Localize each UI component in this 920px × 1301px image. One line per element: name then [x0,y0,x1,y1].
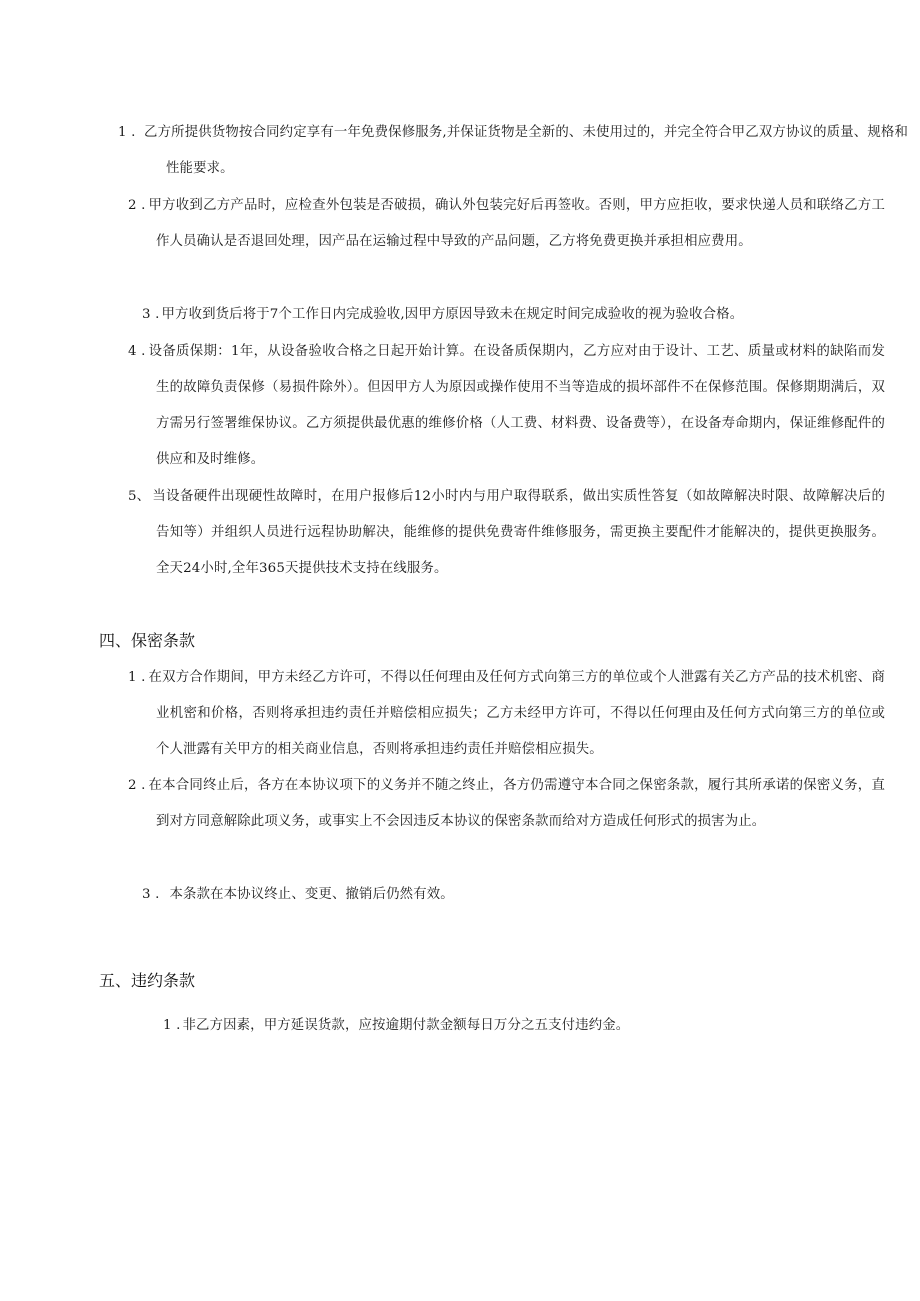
confidentiality-item-1 [128,660,885,768]
breach-item-1 [163,1008,883,1044]
warranty-item-3 [142,297,887,333]
warranty-item-4 [128,334,885,478]
item-text: 设备质保期：1年，从设备验收合格之日起开始计算。在设备质保期内，乙方应对由于设计、工艺、质量或材料的缺陷而发生的故障负责保修（易损件除外）。但因甲方人为原因或操作使用不当等造成的损坏部件不在保修范围。保修期期满后，双方需另行签署维保协议。乙方须提供最优惠的维修价格（人工费、材料费、设备费等），在设备寿命期内，保证维修配件的供应和及时维修。 [148,344,885,467]
item-number: 3 . [142,887,160,902]
confidentiality-item-3 [142,877,882,913]
item-text: 甲方收到货后将于7个工作日内完成验收,因甲方原因导致未在规定时间完成验收的视为验收合格。 [161,307,744,322]
item-text: 甲方收到乙方产品时，应检查外包装是否破损，确认外包装完好后再签收。否则，甲方应拒收，要求快递人员和联络乙方工作人员确认是否退回处理，因产品在运输过程中导致的产品问题，乙方将免费更换并承担相应费用。 [148,198,885,249]
warranty-item-1: 1 . 乙方所提供货物按合同约定享有一年免费保修服务,并保证货物是全新的、未使用过的，并完全符合甲乙双方协议的质量、规格和性能要求。 [118,125,908,176]
item-number: 2 . [128,778,146,793]
item-text: 本条款在本协议终止、变更、撤销后仍然有效。 [169,887,454,902]
warranty-item-5 [128,479,885,587]
section-heading-breach: 五、违约条款 [99,971,196,990]
item-number: 1 . [163,1018,181,1033]
item-text: 乙方所提供货物按合同约定享有一年免费保修服务,并保证货物是全新的、未使用过的，并完全符合甲乙双方协议的质量、规格和性能要求。 [144,125,908,176]
warranty-item-2 [128,188,885,260]
item-text: 非乙方因素，甲方延误货款，应按逾期付款金额每日万分之五支付违约金。 [182,1018,630,1033]
item-number: 3 . [142,307,160,322]
item-number: 4 . [128,344,146,359]
item-number: 1 . [128,670,146,685]
item-text: 在双方合作期间，甲方未经乙方许可，不得以任何理由及任何方式向第三方的单位或个人泄露有关乙方产品的技术机密、商业机密和价格，否则将承担违约责任并赔偿相应损失；乙方未经甲方许可，不得以任何理由及任何方式向第三方的单位或个人泄露有关甲方的相关商业信息，否则将承担违约责任并赔偿相应损失。 [148,670,885,757]
item-number: 2 . [128,198,146,213]
item-number: 5、 [128,489,151,504]
section-heading-confidentiality: 四、保密条款 [99,631,196,650]
item-text: 在本合同终止后，各方在本协议项下的义务并不随之终止，各方仍需遵守本合同之保密条款，履行其所承诺的保密义务，直到对方同意解除此项义务，或事实上不会因违反本协议的保密条款而给对方造成任何形式的损害为止。 [148,778,885,829]
confidentiality-item-2 [128,768,885,840]
item-text: 当设备硬件出现硬性故障时，在用户报修后12小时内与用户取得联系，做出实质性答复（如故障解决时限、故障解决后的告知等）并组织人员进行远程协助解决，能维修的提供免费寄件维修服务，需更换主要配件才能解决的，提供更换服务。全天24小时,全年365天提供技术支持在线服务。 [152,489,885,576]
